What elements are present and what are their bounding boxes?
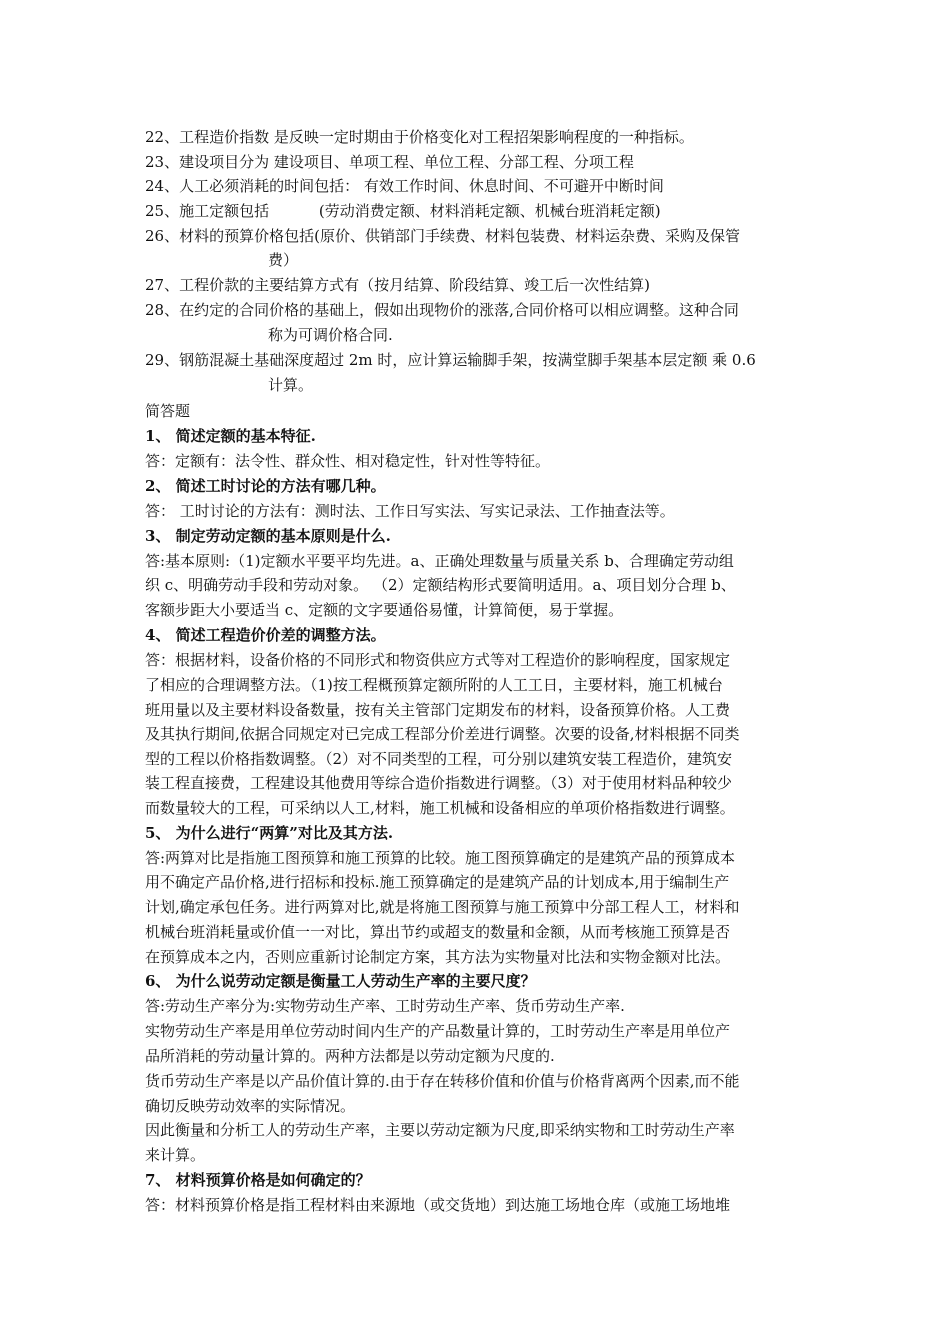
item-28: 28、在约定的合同价格的基础上，假如出现物价的涨落,合同价格可以相应调整。这种合同 [145, 301, 739, 319]
question-1-title: 1、 简述定额的基本特征. [145, 427, 316, 445]
answer-5-line: 计划,确定承包任务。进行两算对比,就是将施工图预算与施工预算中分部工程人工，材料和 [145, 898, 740, 916]
answer-6-line: 来计算。 [145, 1146, 206, 1164]
answer-1-line: 答：定额有：法令性、群众性、相对稳定性，针对性等特征。 [145, 452, 551, 470]
answer-6-line: 因此衡量和分析工人的劳动生产率，主要以劳动定额为尺度,即采纳实物和工时劳动生产率 [145, 1121, 735, 1139]
item-22: 22、工程造价指数 是反映一定时期由于价格变化对工程招架影响程度的一种指标。 [145, 128, 694, 146]
item-26: 26、材料的预算价格包括(原价、供销部门手续费、材料包装费、材料运杂费、采购及保管 [145, 227, 740, 245]
answer-6-line: 货币劳动生产率是以产品价值计算的.由于存在转移价值和价值与价格背离两个因素,而不能 [145, 1072, 740, 1090]
answer-6-line: 确切反映劳动效率的实际情况。 [145, 1097, 356, 1115]
item-29-cont: 计算。 [268, 376, 314, 394]
answer-7-line: 答：材料预算价格是指工程材料由来源地（或交货地）到达施工场地仓库（或施工场地堆 [145, 1196, 731, 1214]
item-24: 24、人工必须消耗的时间包括： 有效工作时间、休息时间、不可避开中断时间 [145, 177, 664, 195]
answer-4-line: 装工程直接费，工程建设其他费用等综合造价指数进行调整。（3）对于使用材料品种较少 [145, 774, 733, 792]
answer-3-line: 答:基本原则:（1)定额水平要平均先进。a、正确处理数量与质量关系 b、合理确定劳动组 [145, 552, 734, 570]
item-25: 25、施工定额包括 (劳动消费定额、材料消耗定额、机械台班消耗定额) [145, 202, 661, 220]
answer-5-line: 用不确定产品价格,进行招标和投标.施工预算确定的是建筑产品的计划成本,用于编制生产 [145, 873, 730, 891]
answer-4-line: 班用量以及主要材料设备数量，按有关主管部门定期发布的材料，设备预算价格。人工费 [145, 701, 731, 719]
answer-4-line: 答：根据材料，设备价格的不同形式和物资供应方式等对工程造价的影响程度，国家规定 [145, 651, 731, 669]
question-4-title: 4、 简述工程造价价差的调整方法。 [145, 626, 386, 644]
question-2-title: 2、 简述工时讨论的方法有哪几种。 [145, 477, 386, 495]
answer-3-line: 客额步距大小要适当 c、定额的文字要通俗易懂，计算简便，易于掌握。 [145, 601, 624, 619]
section-title: 简答题 [145, 402, 191, 420]
answer-5-line: 机械台班消耗量或价值一一对比，算出节约或超支的数量和金额，从而考核施工预算是否 [145, 923, 731, 941]
answer-2-line: 答： 工时讨论的方法有：测时法、工作日写实法、写实记录法、工作抽查法等。 [145, 502, 675, 520]
question-6-title: 6、 为什么说劳动定额是衡量工人劳动生产率的主要尺度？ [145, 972, 536, 990]
answer-3-line: 织 c、明确劳动手段和劳动对象。 （2）定额结构形式要简明适用。a、项目划分合理 b、 [145, 576, 736, 594]
item-29: 29、钢筋混凝土基础深度超过 2m 时，应计算运输脚手架，按满堂脚手架基本层定额 乘 0.6 [145, 351, 756, 369]
question-7-title: 7、 材料预算价格是如何确定的？ [145, 1171, 371, 1189]
answer-4-line: 及其执行期间,依据合同规定对已完成工程部分价差进行调整。次要的设备,材料根据不同类 [145, 725, 740, 743]
question-3-title: 3、 制定劳动定额的基本原则是什么. [145, 527, 391, 545]
answer-5-line: 在预算成本之内，否则应重新讨论制定方案，其方法为实物量对比法和实物金额对比法。 [145, 948, 731, 966]
answer-4-line: 而数量较大的工程，可采纳以人工,材料，施工机械和设备相应的单项价格指数进行调整。 [145, 799, 735, 817]
answer-5-line: 答:两算对比是指施工图预算和施工预算的比较。施工图预算确定的是建筑产品的预算成本 [145, 849, 736, 867]
answer-6-line: 实物劳动生产率是用单位劳动时间内生产的产品数量计算的，工时劳动生产率是用单位产 [145, 1022, 731, 1040]
answer-6-line: 答:劳动生产率分为:实物劳动生产率、工时劳动生产率、货币劳动生产率. [145, 997, 625, 1015]
answer-4-line: 了相应的合理调整方法。（1)按工程概预算定额所附的人工工日，主要材料，施工机械台 [145, 676, 723, 694]
item-23: 23、建设项目分为 建设项目、单项工程、单位工程、分部工程、分项工程 [145, 153, 634, 171]
item-28-cont: 称为可调价格合同. [268, 326, 393, 344]
item-27: 27、工程价款的主要结算方式有（按月结算、阶段结算、竣工后一次性结算) [145, 276, 650, 294]
answer-6-line: 品所消耗的劳动量计算的。两种方法都是以劳动定额为尺度的. [145, 1047, 555, 1065]
question-5-title: 5、 为什么进行“两算”对比及其方法. [145, 824, 394, 842]
answer-4-line: 型的工程以价格指数调整。（2）对不同类型的工程，可分别以建筑安装工程造价，建筑安 [145, 750, 733, 768]
item-26-cont: 费） [268, 251, 299, 269]
